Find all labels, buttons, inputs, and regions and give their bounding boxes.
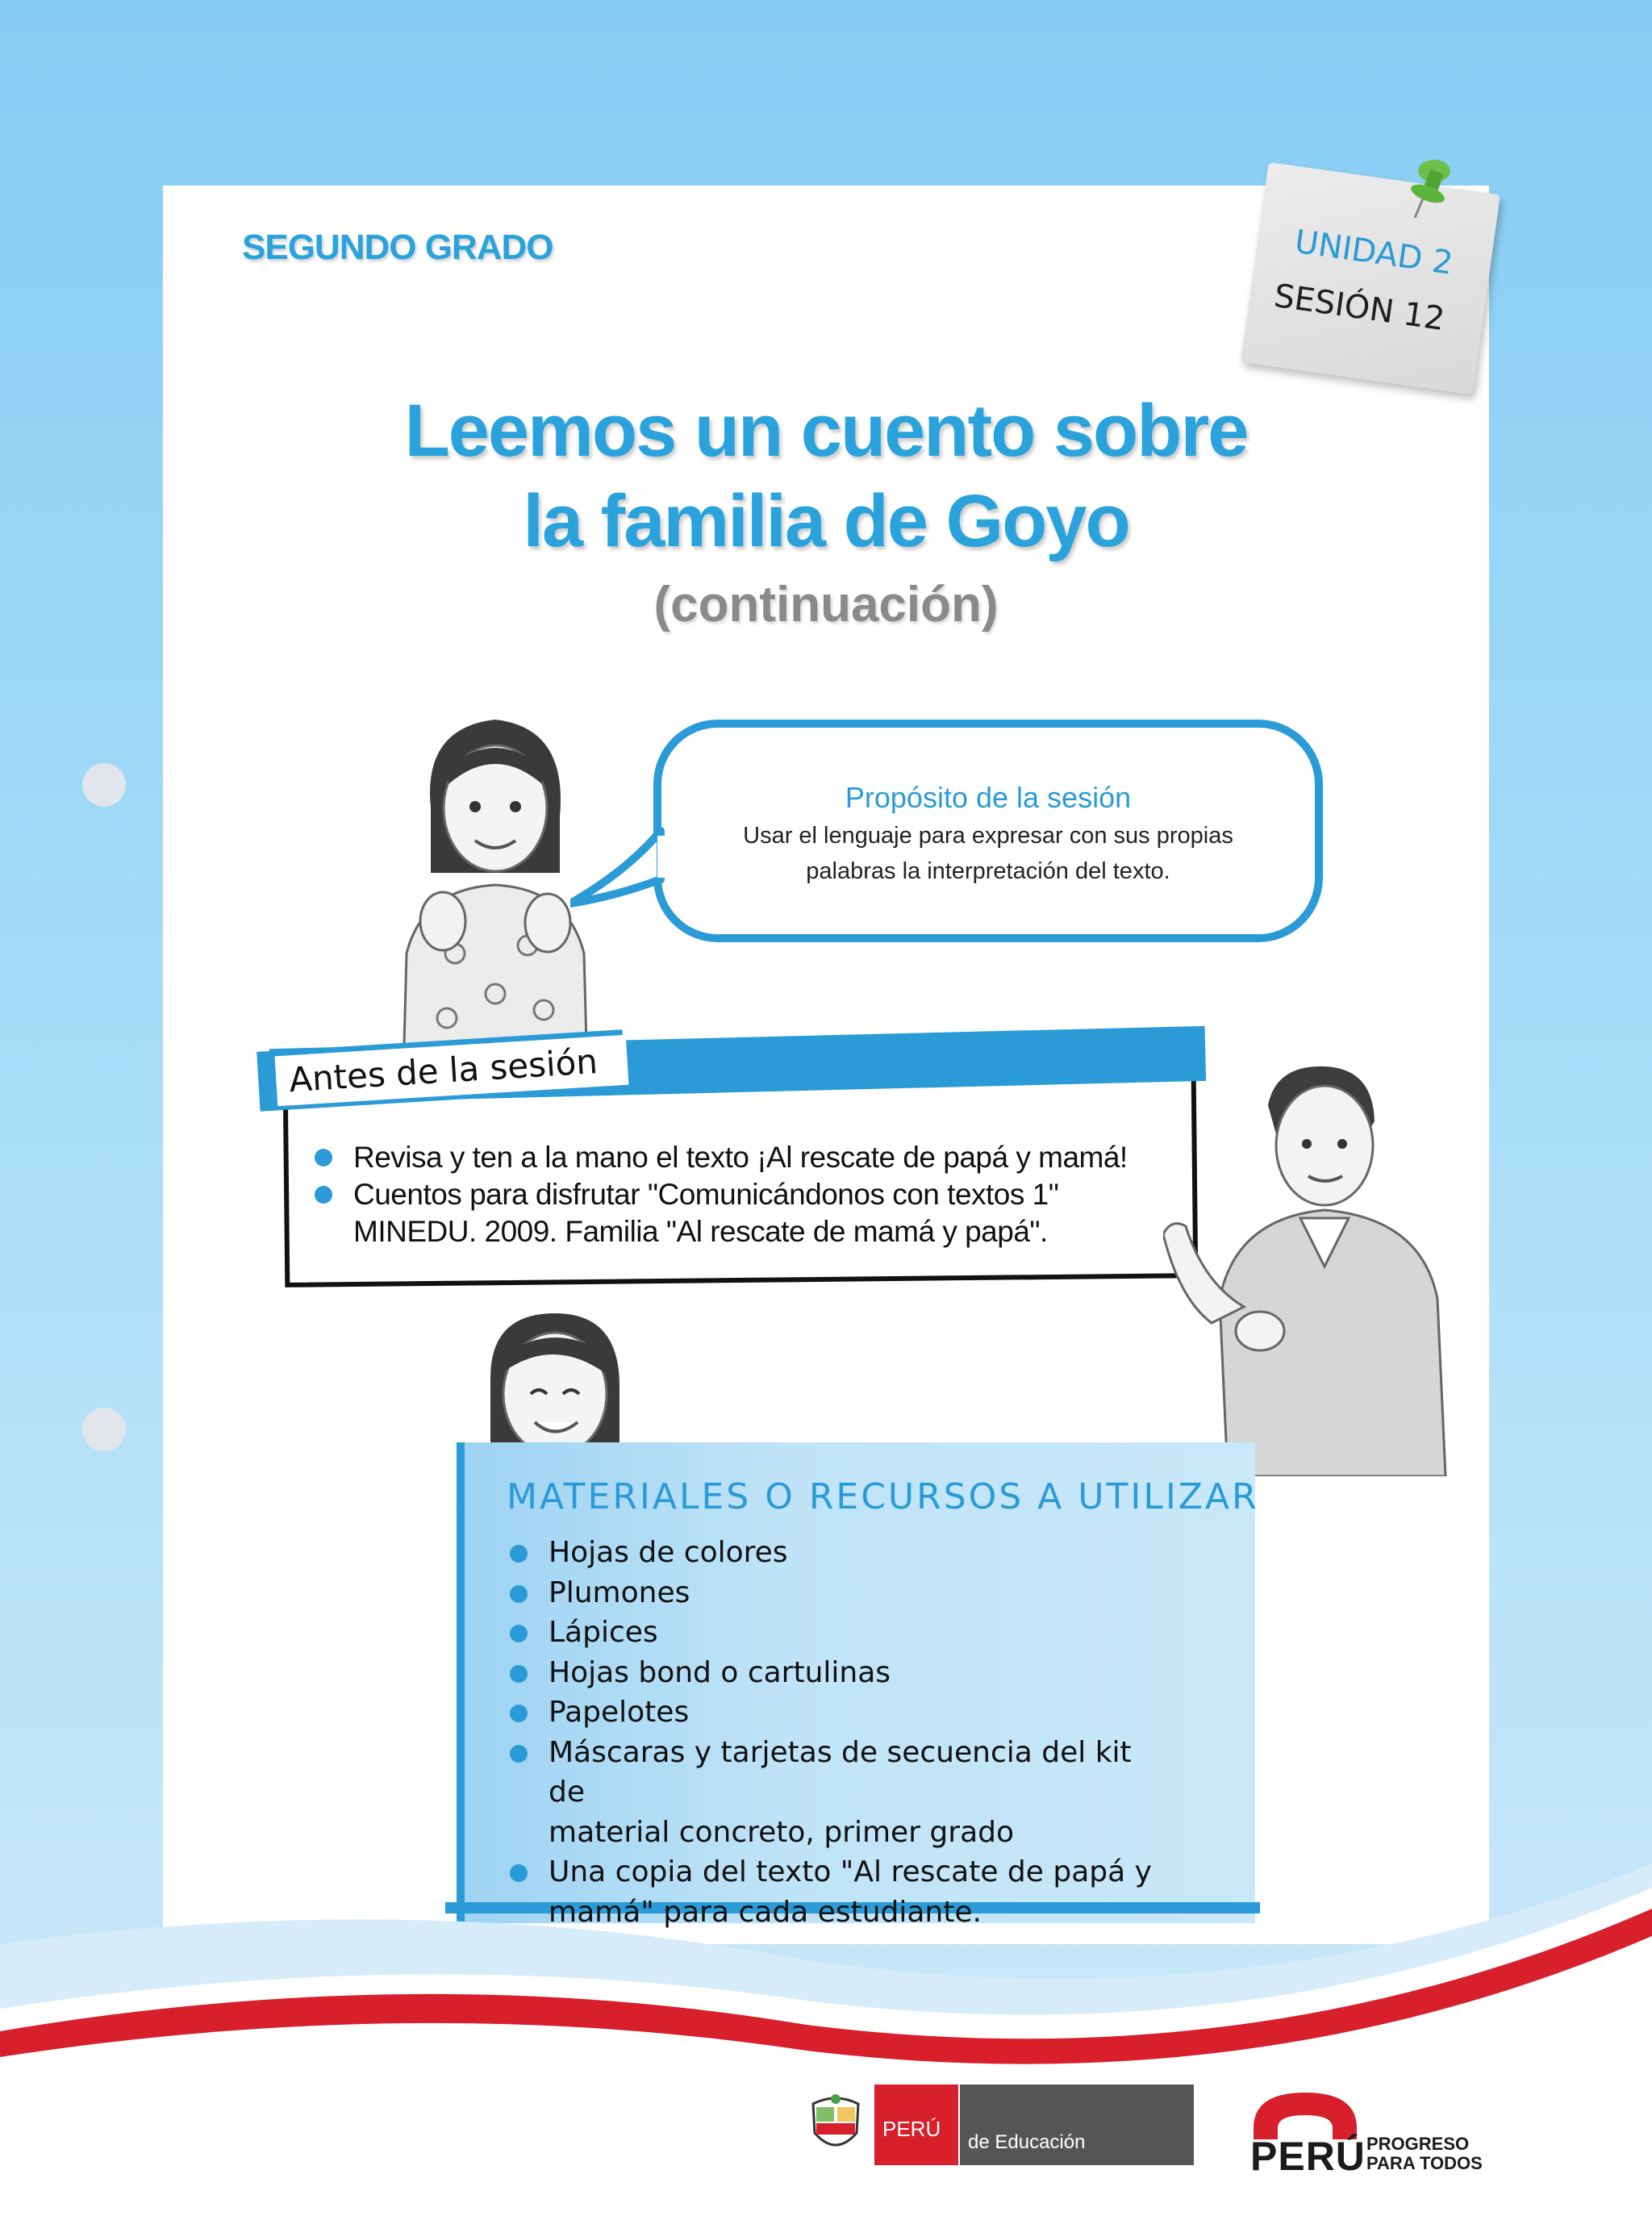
- ministry-label: de Educación: [968, 2131, 1086, 2153]
- before-session-list: [315, 1139, 1186, 1250]
- purpose-heading: Propósito de la sesión: [845, 781, 1132, 814]
- list-item: Hojas bond o cartulinas: [510, 1653, 1171, 1693]
- list-item-continuation: mamá" para cada estudiante.: [549, 1895, 982, 1929]
- binder-hole: [82, 763, 126, 807]
- bullet-icon: [510, 1545, 528, 1563]
- bullet-icon: [510, 1585, 528, 1603]
- progreso-peru-text: PERÚ: [1250, 2134, 1366, 2179]
- peru-brand-block: [874, 2085, 958, 2165]
- bullet-icon: [315, 1186, 332, 1204]
- list-item: Una copia del texto "Al rescate de papá y: [510, 1852, 1171, 1893]
- bullet-icon: [510, 1625, 528, 1642]
- progreso-arch-icon: [1249, 2088, 1362, 2139]
- teacher-illustration: [1163, 1057, 1470, 1476]
- list-item: Lápices: [510, 1613, 1171, 1653]
- list-item-continuation: material concreto, primer grado: [549, 1815, 1015, 1849]
- list-item-continuation: MINEDU. 2009. Familia "Al rescate de mamá y papá".: [353, 1215, 1048, 1248]
- bullet-icon: [510, 1705, 528, 1722]
- purpose-speech-bubble: [653, 720, 1323, 942]
- bullet-icon: [510, 1745, 528, 1763]
- peru-label: PERÚ: [882, 2117, 941, 2141]
- pushpin-icon: [1399, 153, 1463, 226]
- materials-heading: MATERIALES O RECURSOS A UTILIZAR: [507, 1476, 1259, 1517]
- ministry-block: [960, 2085, 1194, 2165]
- before-session-heading: Antes de la sesión: [275, 1035, 629, 1107]
- session-label: SESIÓN 12: [1271, 277, 1447, 339]
- grade-label: SEGUNDO GRADO: [242, 227, 553, 267]
- unit-label: UNIDAD 2: [1292, 223, 1456, 282]
- progreso-line-1: PROGRESO: [1366, 2134, 1470, 2154]
- list-item: Cuentos para disfrutar "Comunicándonos con textos 1": [315, 1176, 1186, 1213]
- list-item: Hojas de colores: [510, 1533, 1171, 1573]
- purpose-text-line-2: palabras la interpretación del texto.: [806, 858, 1170, 884]
- coat-of-arms-icon: [803, 2093, 868, 2159]
- progreso-line-2: PARA TODOS: [1366, 2153, 1483, 2173]
- list-item: Revisa y ten a la mano el texto ¡Al rescate de papá y mamá!: [315, 1139, 1186, 1176]
- title-line-1: Leemos un cuento sobre: [404, 390, 1248, 472]
- list-item: Papelotes: [510, 1692, 1171, 1733]
- list-item: Plumones: [510, 1573, 1171, 1613]
- binder-hole: [82, 1408, 126, 1451]
- purpose-text-line-1: Usar el lenguaje para expresar con sus propias: [743, 823, 1233, 849]
- list-item: Máscaras y tarjetas de secuencia del kit de: [510, 1733, 1171, 1813]
- bullet-icon: [315, 1149, 332, 1166]
- page-subtitle: (continuación): [653, 577, 999, 632]
- worksheet-page: [163, 186, 1489, 1944]
- title-line-2: la familia de Goyo: [523, 480, 1129, 562]
- page-title: [163, 386, 1489, 566]
- speech-bubble-tail: [570, 823, 667, 920]
- bullet-icon: [510, 1665, 528, 1683]
- progreso-tagline: [1366, 2135, 1483, 2173]
